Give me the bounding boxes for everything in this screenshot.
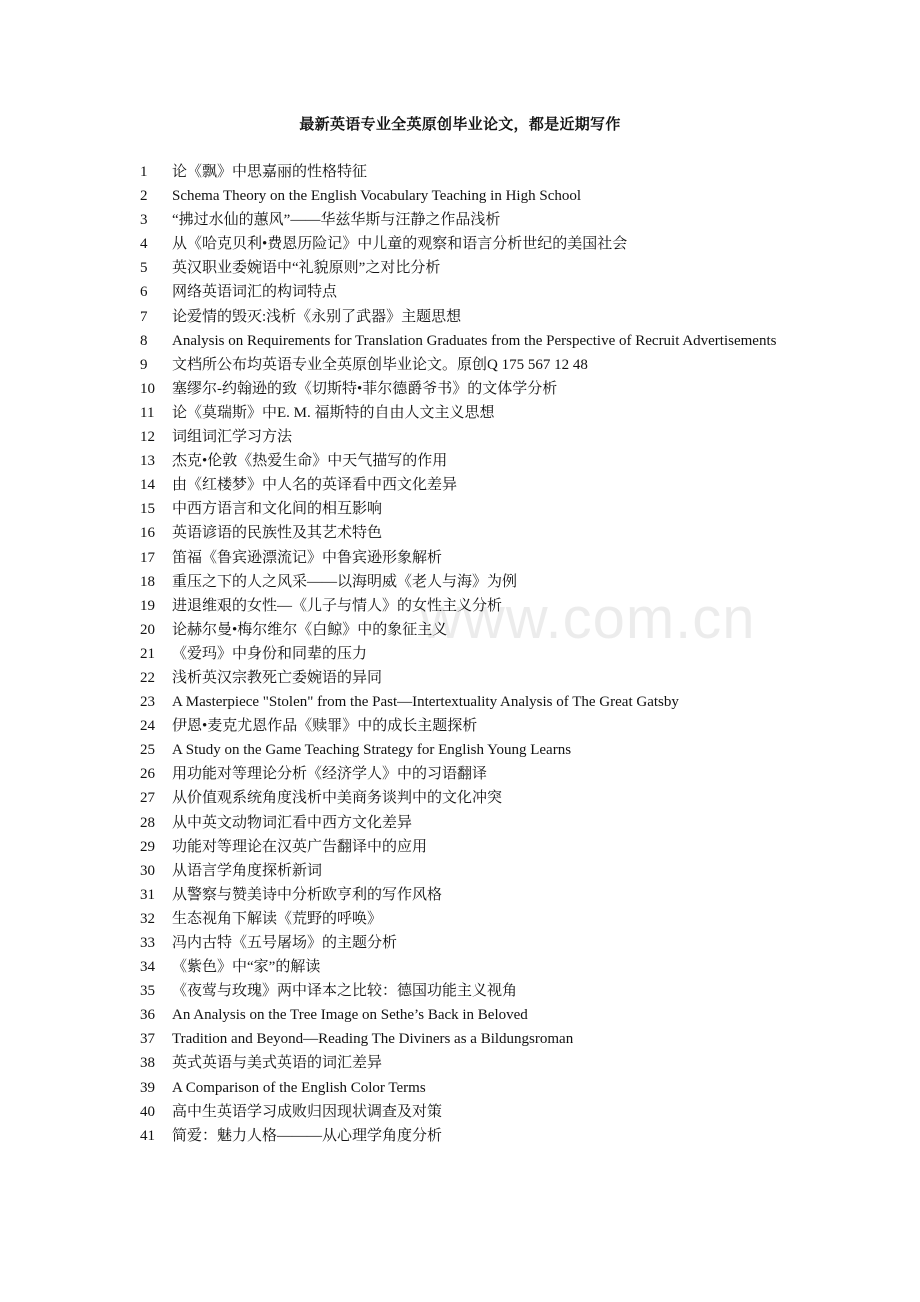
item-number: 9	[140, 356, 148, 373]
list-item	[140, 738, 782, 762]
item-title: 笛福《鲁宾逊漂流记》中鲁宾逊形象解析	[172, 549, 443, 566]
list-item	[140, 955, 782, 979]
list-item	[140, 280, 782, 304]
item-number: 27	[140, 790, 155, 807]
item-title: An Analysis on the Tree Image on Sethe’s Back in Beloved	[172, 1007, 528, 1024]
item-title: A Masterpiece "Stolen" from the Past—Intertextuality Analysis of The Great Gatsby	[172, 694, 679, 711]
list-item	[140, 690, 782, 714]
item-number: 14	[140, 477, 155, 494]
list-item	[140, 1051, 782, 1075]
item-title: 用功能对等理论分析《经济学人》中的习语翻译	[172, 766, 488, 783]
list-item	[140, 642, 782, 666]
item-number: 11	[140, 404, 155, 421]
list-item	[140, 425, 782, 449]
item-title: 《紫色》中“家”的解读	[172, 959, 321, 976]
item-title: 论《莫瑞斯》中E. M. 福斯特的自由人文主义思想	[172, 404, 495, 421]
item-number: 7	[140, 308, 148, 325]
item-number: 18	[140, 573, 155, 590]
item-number: 39	[140, 1079, 155, 1096]
item-title: 伊恩•麦克尤恩作品《赎罪》中的成长主题探析	[172, 718, 478, 735]
watermark-text: www.com.cn	[420, 586, 756, 651]
item-title: 简爱：魅力人格———从心理学角度分析	[172, 1127, 443, 1144]
item-number: 35	[140, 983, 155, 1000]
list-item	[140, 835, 782, 859]
list-item	[140, 1003, 782, 1027]
list-item	[140, 473, 782, 497]
list-item	[140, 377, 782, 401]
list-item	[140, 859, 782, 883]
list-item	[140, 594, 782, 618]
item-title: A Study on the Game Teaching Strategy for English Young Learns	[172, 742, 572, 759]
list-item	[140, 521, 782, 545]
list-item	[140, 666, 782, 690]
item-number: 24	[140, 718, 155, 735]
item-number: 22	[140, 669, 155, 686]
item-number: 3	[140, 212, 148, 229]
list-item	[140, 160, 782, 184]
item-number: 41	[140, 1127, 155, 1144]
item-number: 34	[140, 959, 155, 976]
item-title: 由《红楼梦》中人名的英译看中西文化差异	[172, 477, 458, 494]
item-title: 论《飘》中思嘉丽的性格特征	[172, 164, 368, 180]
list-item	[140, 256, 782, 280]
item-title: 从《哈克贝利•费恩历险记》中儿童的观察和语言分析世纪的美国社会	[172, 236, 628, 253]
item-number: 26	[140, 766, 155, 783]
item-title: 《爱玛》中身份和同辈的压力	[172, 645, 368, 662]
item-number: 13	[140, 453, 155, 470]
list-item	[140, 329, 782, 353]
item-number: 32	[140, 910, 155, 927]
item-number: 40	[140, 1103, 155, 1120]
item-number: 33	[140, 935, 155, 951]
thesis-title-list	[140, 160, 782, 1148]
list-item	[140, 208, 782, 232]
item-number: 2	[140, 188, 148, 205]
item-number: 31	[140, 886, 155, 903]
item-number: 28	[140, 814, 155, 831]
item-title: 英汉职业委婉语中“礼貌原则”之对比分析	[172, 260, 441, 277]
list-item	[140, 786, 782, 810]
item-title: 英式英语与美式英语的词汇差异	[172, 1055, 383, 1072]
list-item	[140, 883, 782, 907]
item-title: Schema Theory on the English Vocabulary Teaching in High School	[172, 188, 582, 205]
item-number: 29	[140, 838, 155, 855]
item-number: 23	[140, 694, 155, 711]
item-number: 8	[140, 332, 148, 349]
item-number: 10	[140, 380, 155, 397]
list-item	[140, 305, 782, 329]
item-title: 网络英语词汇的构词特点	[172, 284, 338, 301]
item-title: 生态视角下解读《荒野的呼唤》	[172, 910, 383, 927]
item-title: 文档所公布均英语专业全英原创毕业论文。原创Q 175 567 12 48	[172, 356, 588, 373]
item-number: 30	[140, 862, 155, 879]
item-title: 浅析英汉宗教死亡委婉语的异同	[172, 669, 383, 686]
item-title: “拂过水仙的蕙风”——华兹华斯与汪静之作品浅析	[172, 212, 501, 229]
item-title: 论赫尔曼•梅尔维尔《白鲸》中的象征主义	[172, 621, 448, 638]
item-title: 中西方语言和文化间的相互影响	[172, 501, 383, 518]
item-title: 词组词汇学习方法	[172, 429, 293, 446]
item-title: 从警察与赞美诗中分析欧亨利的写作风格	[172, 886, 443, 903]
item-number: 6	[140, 284, 148, 301]
item-title: 重压之下的人之风采——以海明威《老人与海》为例	[172, 573, 518, 590]
item-number: 16	[140, 525, 155, 542]
list-item	[140, 401, 782, 425]
item-title: 进退维艰的女性—《儿子与情人》的女性主义分析	[172, 597, 503, 614]
list-item	[140, 570, 782, 594]
list-item	[140, 1100, 782, 1124]
list-item	[140, 184, 782, 208]
item-number: 20	[140, 621, 155, 638]
list-item	[140, 762, 782, 786]
list-item	[140, 497, 782, 521]
list-item	[140, 1076, 782, 1100]
list-item	[140, 811, 782, 835]
item-title: 从价值观系统角度浅析中美商务谈判中的文化冲突	[172, 790, 503, 807]
list-item	[140, 979, 782, 1003]
item-title: 从中英文动物词汇看中西方文化差异	[172, 814, 413, 831]
list-item	[140, 618, 782, 642]
item-title: 功能对等理论在汉英广告翻译中的应用	[172, 838, 428, 855]
item-title: 《夜莺与玫瑰》两中译本之比较：德国功能主义视角	[172, 983, 518, 1000]
item-title: 塞缪尔-约翰逊的致《切斯特•菲尔德爵爷书》的文体学分析	[172, 380, 558, 397]
list-item	[140, 546, 782, 570]
item-title: Tradition and Beyond—Reading The Diviners as a Bildungsroman	[172, 1031, 574, 1048]
list-item	[140, 353, 782, 377]
list-item	[140, 449, 782, 473]
item-number: 5	[140, 260, 148, 277]
list-item	[140, 714, 782, 738]
item-number: 36	[140, 1007, 155, 1024]
list-item	[140, 907, 782, 931]
item-title: A Comparison of the English Color Terms	[172, 1079, 426, 1096]
item-number: 4	[140, 236, 148, 253]
item-number: 12	[140, 429, 155, 446]
item-title: 冯内古特《五号屠场》的主题分析	[172, 935, 398, 951]
item-number: 38	[140, 1055, 155, 1072]
list-item	[140, 1027, 782, 1051]
item-title: 从语言学角度探析新词	[172, 862, 323, 879]
document-title: 最新英语专业全英原创毕业论文，都是近期写作	[299, 117, 621, 133]
item-number: 25	[140, 742, 155, 759]
item-number: 37	[140, 1031, 155, 1048]
item-number: 19	[140, 597, 155, 614]
item-title: Analysis on Requirements for Translation Graduates from the Perspective of Recruit Advertisements	[172, 332, 777, 349]
item-number: 1	[140, 164, 148, 180]
list-item	[140, 232, 782, 256]
item-title: 杰克•伦敦《热爱生命》中天气描写的作用	[172, 453, 448, 470]
item-number: 15	[140, 501, 155, 518]
list-item	[140, 931, 782, 955]
item-number: 21	[140, 645, 155, 662]
list-item	[140, 1124, 782, 1148]
item-title: 高中生英语学习成败归因现状调查及对策	[172, 1103, 443, 1120]
item-title: 英语谚语的民族性及其艺术特色	[172, 525, 383, 542]
item-number: 17	[140, 549, 155, 566]
item-title: 论爱情的毁灭:浅析《永别了武器》主题思想	[172, 308, 462, 325]
